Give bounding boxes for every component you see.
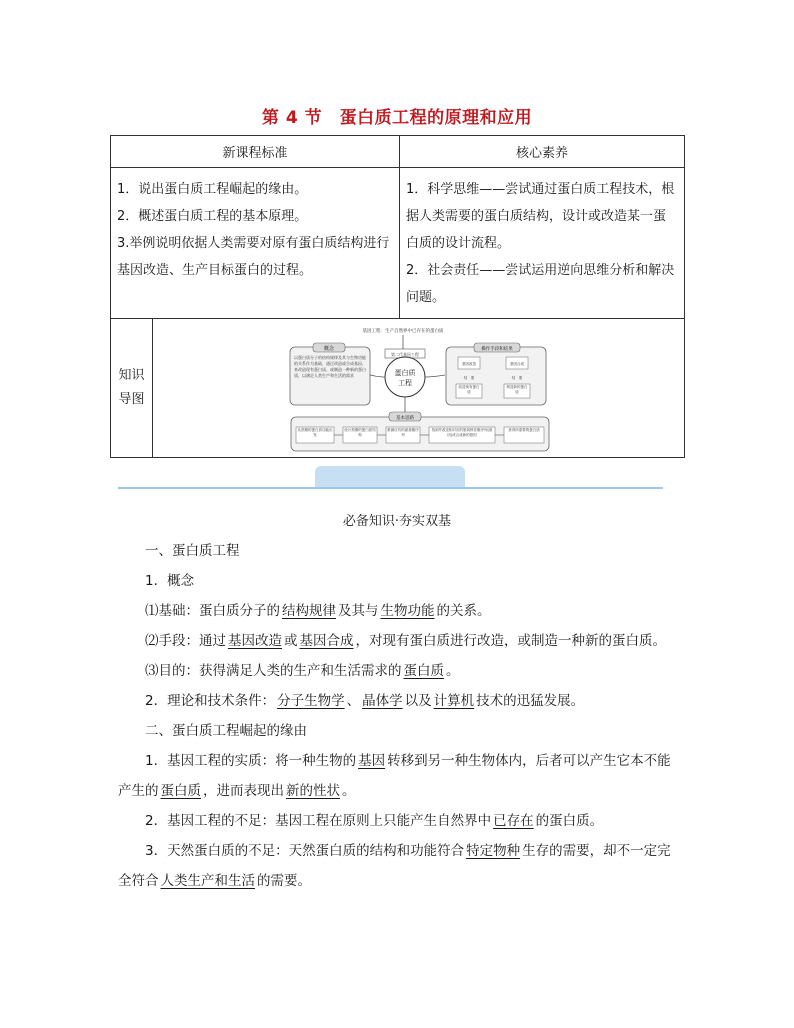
paragraph-purpose	[118, 656, 684, 686]
map-table	[110, 318, 685, 458]
standard-item: 2．概述蛋白质工程的基本原理。	[117, 209, 308, 224]
blank-answer: 蛋白质	[160, 783, 201, 799]
text: 。	[342, 783, 356, 799]
map-op: 基因改造	[462, 362, 476, 366]
text: 、	[346, 693, 361, 709]
knowledge-map	[153, 319, 684, 457]
text: 转移到另一种生物体内，后者可以产生它本不能产生的	[118, 753, 671, 799]
paragraph-natural	[118, 836, 684, 896]
blank-answer: 计算机	[433, 693, 475, 709]
literacy-item: 1．科学思维——尝试通过蛋白质工程技术，根据人类需要的蛋白质结构，设计或改造某一蛋白质的设计流程。	[406, 182, 675, 251]
map-concept-title: 概念	[323, 346, 335, 352]
map-flow-step: 找到并改变相对应的脱氧核苷酸序列(基因)或合成新的基因	[431, 428, 493, 437]
text: 的需要。	[257, 873, 311, 889]
standard-item: 3.举例说明依据人类需要对原有蛋白质结构进行基因改造、生产目标蛋白的过程。	[117, 236, 390, 278]
text: 3．天然蛋白质的不足：天然蛋白质的结构和功能符合	[145, 843, 465, 859]
text: 生存的需要，却不一定完全符合	[118, 843, 671, 889]
map-center-top: 第二代基因工程	[391, 352, 419, 357]
map-center-line2: 工程	[398, 379, 412, 387]
section-title: 必备知识·夯实双基	[342, 514, 452, 529]
paragraph-means	[118, 626, 684, 656]
text: ⑶目的：获得满足人类的生产和生活需求的	[145, 663, 402, 679]
text: ⑵手段：通过	[145, 633, 226, 649]
map-center-line1: 蛋白质	[394, 369, 416, 377]
standard-item: 1．说出蛋白质工程崛起的缘由。	[117, 182, 308, 197]
text: 技术的迅猛发展。	[476, 693, 585, 709]
map-flow-step: 从预期的蛋白质功能出发	[297, 428, 333, 437]
text: ⑴基础：蛋白质分子的	[145, 603, 280, 619]
literacy-cell	[400, 168, 685, 319]
map-flow-step: 获得所需要的蛋白质	[508, 428, 540, 432]
map-op: 基因合成	[510, 362, 524, 366]
paragraph-shortage	[118, 806, 684, 836]
heading-1: 一、蛋白质工程	[145, 543, 240, 559]
heading-2: 二、蛋白质工程崛起的缘由	[145, 723, 307, 739]
blank-answer: 晶体学	[362, 693, 403, 709]
section-banner-tab	[315, 466, 465, 488]
page-title: 第 4 节 蛋白质工程的原理和应用	[261, 108, 533, 128]
text: 以及	[404, 693, 432, 709]
text: 或	[284, 633, 298, 649]
text: 。	[446, 663, 460, 679]
map-label: 知识导图	[111, 319, 153, 458]
text: 的关系。	[436, 603, 491, 619]
knowledge-map-cell	[153, 319, 685, 458]
text: 的蛋白质。	[535, 813, 604, 829]
blank-answer: 新的性状	[286, 783, 340, 799]
map-flow-wrap	[430, 428, 494, 443]
map-arrow-right	[425, 375, 445, 377]
blank-answer: 人类生产和生活	[160, 873, 255, 889]
map-concept-text-wrap	[294, 355, 366, 403]
blank-answer: 基因改造	[228, 633, 282, 649]
map-ops-title: 操作手段和结果	[481, 347, 513, 352]
standards-cell	[111, 168, 400, 319]
text: 1．基因工程的实质：将一种生物的	[145, 753, 357, 769]
blank-answer: 结构规律	[282, 603, 336, 619]
text: ，对现有蛋白质进行改造，或制造一种新的蛋白质。	[355, 633, 666, 649]
map-flow-wrap	[505, 428, 543, 443]
blank-answer: 已存在	[493, 813, 534, 829]
text: 及其与	[338, 603, 379, 619]
map-concept-text: 以蛋白质分子的结构规律及其与生物功能的关系作为基础，通过改造或合成基因，来改造现有蛋白质，或制造一种新的蛋白质，以满足人类生产和生活的需求	[294, 355, 366, 378]
paragraph-basis	[118, 596, 684, 626]
text: ，进而表现出	[203, 783, 284, 799]
section-banner-line	[118, 487, 663, 489]
blank-answer: 蛋白质	[403, 663, 444, 679]
text: 2．理论和技术条件：	[145, 693, 276, 709]
map-flow-step: 设计预期的蛋白质结构	[344, 428, 376, 437]
map-arrow-left	[370, 375, 385, 377]
map-op-wrap	[505, 385, 529, 398]
text: 2．基因工程的不足：基因工程在原则上只能产生自然界中	[145, 813, 492, 829]
col-header-standards: 新课程标准	[111, 136, 400, 168]
map-op: 改造现有蛋白质	[458, 385, 480, 394]
map-flow-wrap	[387, 428, 419, 443]
blank-answer: 基因合成	[299, 633, 354, 649]
blank-answer: 分子生物学	[277, 693, 345, 709]
map-basic-title: 基本思路	[396, 416, 414, 421]
blank-answer: 特定物种	[466, 843, 521, 859]
col-header-literacy: 核心素养	[400, 136, 685, 168]
subheading-concept: 1．概念	[145, 573, 195, 589]
map-flow-wrap	[344, 428, 376, 443]
blank-answer: 基因	[358, 753, 386, 769]
map-op-result: 结 果	[511, 376, 523, 380]
paragraph-essence	[118, 746, 684, 806]
map-op-result: 结 果	[463, 376, 475, 380]
map-center-circle	[385, 357, 425, 397]
map-op: 制造新的蛋白质	[506, 385, 528, 394]
body-content	[118, 536, 684, 896]
map-op-wrap	[457, 385, 481, 398]
map-top-caption: 基因工程：生产自然界中已存在的蛋白质	[362, 329, 444, 334]
literacy-item: 2．社会责任——尝试运用逆向思维分析和解决问题。	[406, 263, 675, 305]
paragraph-theory	[118, 686, 684, 716]
map-flow-wrap	[297, 428, 333, 443]
standards-table	[110, 135, 685, 319]
blank-answer: 生物功能	[380, 603, 435, 619]
map-flow-step: 推测应有的氨基酸序列	[387, 428, 419, 437]
